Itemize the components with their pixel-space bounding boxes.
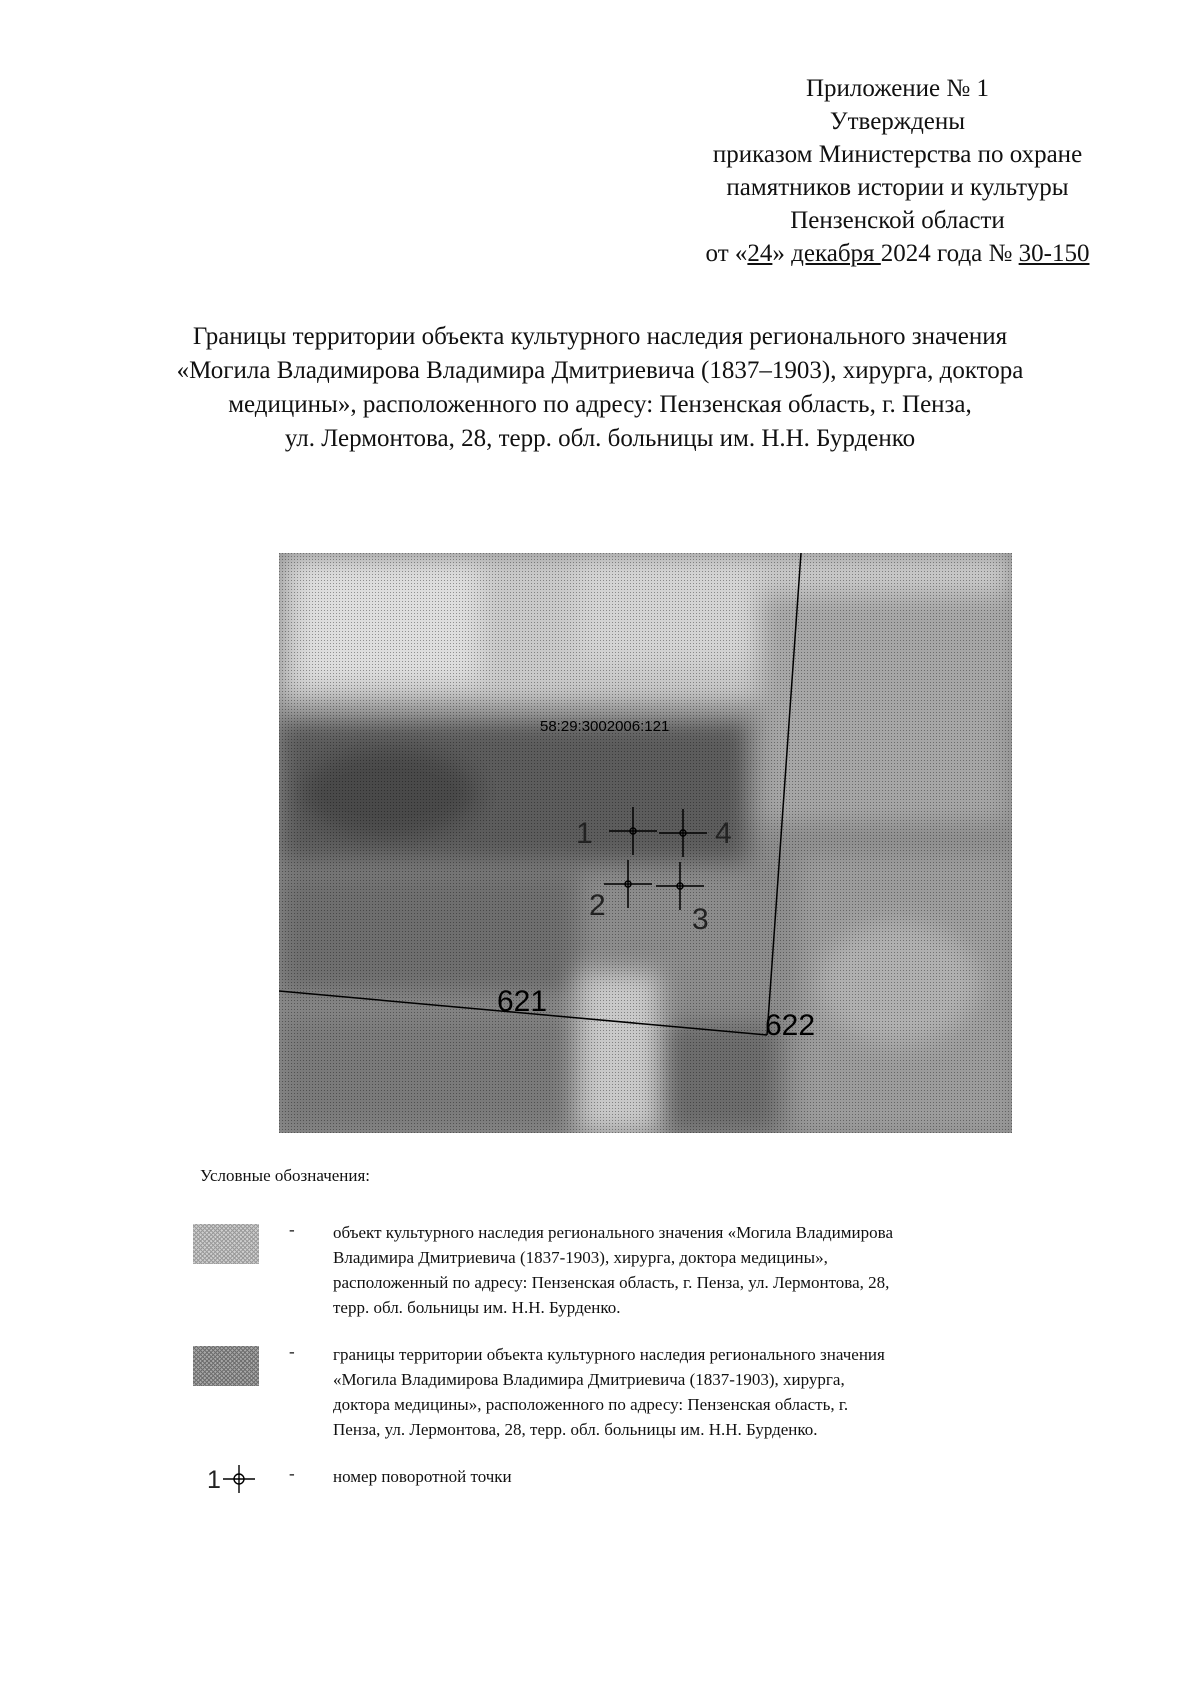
order-month: декабря	[791, 240, 881, 267]
point-label-2: 2	[589, 889, 606, 922]
legend-item-turning-point	[193, 1464, 1043, 1498]
legend-line: Пенза, ул. Лермонтова, 28, терр. обл. больницы им. Н.Н. Бурденко.	[333, 1420, 818, 1439]
legend-dash: -	[289, 1220, 295, 1239]
legend-item-territory-boundaries	[193, 1342, 1043, 1452]
legend-dash: -	[289, 1464, 295, 1483]
legend-line: расположенный по адресу: Пензенская область, г. Пенза, ул. Лермонтова, 28,	[333, 1273, 890, 1292]
legend-point-number: 1	[207, 1466, 221, 1494]
legend-title: Условные обозначения:	[200, 1166, 371, 1185]
legend-text-turning-point	[333, 1464, 1033, 1489]
document-header	[660, 72, 1135, 270]
point-label-4: 4	[715, 817, 732, 850]
legend-dash: -	[289, 1342, 295, 1361]
legend-line: номер поворотной точки	[333, 1467, 512, 1486]
title-line-1: Границы территории объекта культурного наследия регионального значения	[192, 323, 1008, 350]
order-number: 30-150	[1018, 240, 1090, 267]
title-line-4: ул. Лермонтова, 28, терр. обл. больницы им. Н.Н. Бурденко	[284, 425, 916, 452]
cadastral-number: 58:29:3002006:121	[540, 718, 670, 735]
title-line-2: «Могила Владимирова Владимира Дмитриевича (1837–1903), хирурга, доктора	[176, 357, 1024, 384]
legend-line: терр. обл. больницы им. Н.Н. Бурденко.	[333, 1298, 621, 1317]
legend-text-heritage-object	[333, 1220, 1033, 1320]
legend-line: доктора медицины», расположенного по адресу: Пензенская область, г.	[333, 1395, 849, 1414]
boundary-label-622: 622	[765, 1009, 816, 1042]
order-line-3: Пензенской области	[790, 207, 1005, 234]
order-line-2: памятников истории и культуры	[726, 174, 1069, 201]
date-mid: »	[772, 240, 792, 267]
order-day: 24	[747, 240, 773, 267]
aerial-map	[279, 553, 1012, 1133]
map-svg	[279, 553, 1012, 1133]
point-label-3: 3	[692, 903, 709, 936]
legend-line: объект культурного наследия регионального значения «Могила Владимирова	[333, 1223, 893, 1242]
date-prefix: от «	[705, 240, 748, 267]
appendix-number: Приложение № 1	[805, 75, 990, 102]
legend-swatch-territory-boundaries	[193, 1346, 259, 1386]
legend-swatch-heritage-object	[193, 1224, 259, 1264]
date-suffix: 2024 года №	[880, 240, 1019, 267]
order-line-1: приказом Министерства по охране	[712, 141, 1083, 168]
boundary-label-621: 621	[497, 985, 548, 1018]
legend-text-territory-boundaries	[333, 1342, 1033, 1442]
legend-line: Владимира Дмитриевича (1837-1903), хирурга, доктора медицины»,	[333, 1248, 828, 1267]
order-date-line	[660, 237, 1135, 270]
approved-label: Утверждены	[829, 108, 966, 135]
legend-item-heritage-object	[193, 1220, 1043, 1330]
title-line-3: медицины», расположенного по адресу: Пензенская область, г. Пенза,	[228, 391, 972, 418]
turning-point-symbol-icon	[193, 1464, 263, 1494]
point-label-1: 1	[576, 817, 593, 850]
legend-line: границы территории объекта культурного наследия регионального значения	[333, 1345, 885, 1364]
document-title	[100, 320, 1100, 456]
legend-line: «Могила Владимирова Владимира Дмитриевича (1837-1903), хирурга,	[333, 1370, 845, 1389]
